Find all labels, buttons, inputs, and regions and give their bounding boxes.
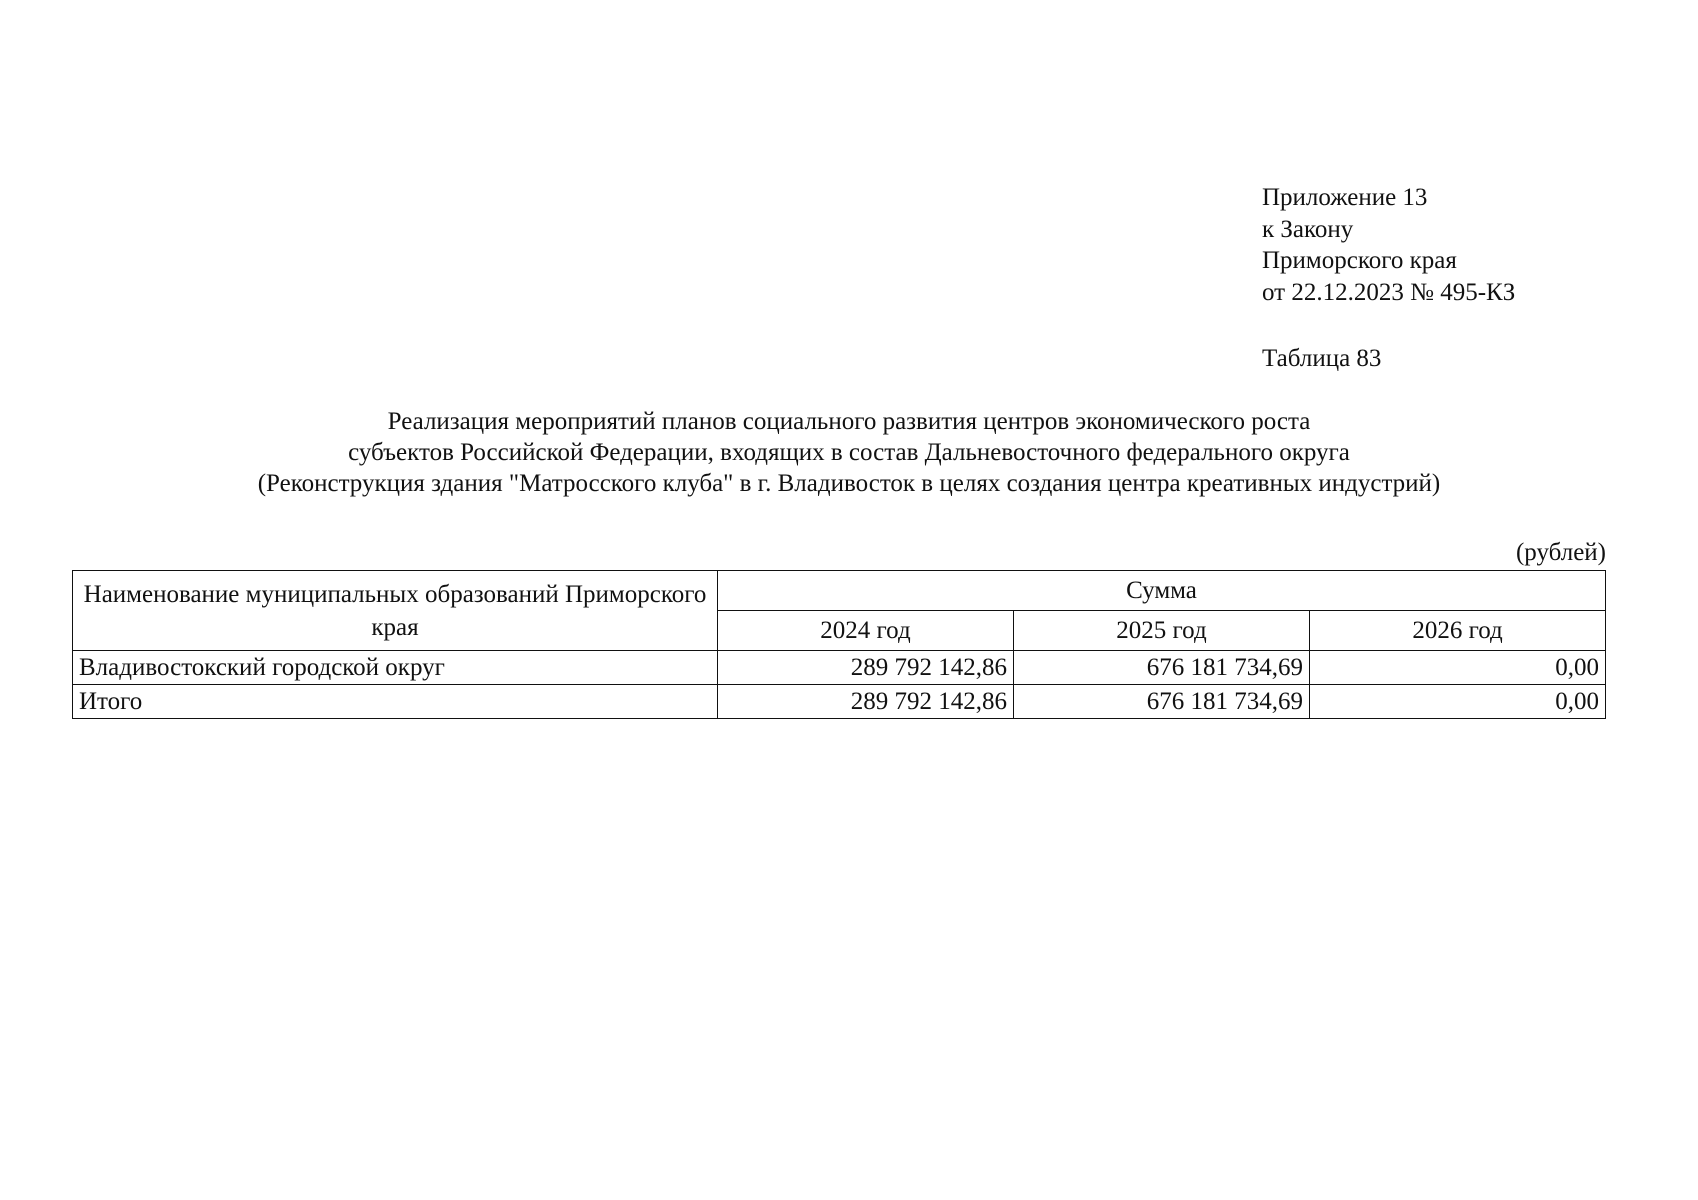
amount-2026: 0,00 bbox=[1310, 651, 1606, 685]
title-line: Реализация мероприятий планов социального развития центров экономического роста bbox=[387, 408, 1311, 435]
table-row bbox=[73, 651, 1606, 685]
table-total-row bbox=[73, 685, 1606, 719]
total-2024: 289 792 142,86 bbox=[718, 685, 1014, 719]
budget-table bbox=[72, 570, 1606, 719]
header-sum: Сумма bbox=[718, 571, 1606, 611]
header-municipality: Наименование муниципальных образований Приморского края bbox=[73, 571, 718, 651]
appendix-line: Приложение 13 bbox=[1262, 184, 1428, 211]
appendix-line: Приморского края bbox=[1262, 247, 1457, 274]
title-line: субъектов Российской Федерации, входящих в состав Дальневосточного федерального округа bbox=[348, 439, 1350, 466]
header-year-2025: 2025 год bbox=[1014, 611, 1310, 651]
appendix-reference bbox=[1262, 182, 1515, 308]
total-2025: 676 181 734,69 bbox=[1014, 685, 1310, 719]
appendix-line: к Закону bbox=[1262, 215, 1354, 243]
document-title bbox=[0, 406, 1698, 499]
municipality-name: Владивостокский городской округ bbox=[73, 651, 718, 685]
total-2026: 0,00 bbox=[1310, 685, 1606, 719]
amount-2025: 676 181 734,69 bbox=[1014, 651, 1310, 685]
header-year-2024: 2024 год bbox=[718, 611, 1014, 651]
total-label: Итого bbox=[73, 685, 718, 719]
header-year-2026: 2026 год bbox=[1310, 611, 1606, 651]
amount-2024: 289 792 142,86 bbox=[718, 651, 1014, 685]
unit-label: (рублей) bbox=[1515, 539, 1606, 566]
title-line: (Реконструкция здания "Матросского клуба" в г. Владивосток в целях создания центра креативных индустрий) bbox=[257, 470, 1441, 497]
table-header-row bbox=[73, 571, 1606, 611]
appendix-line: от 22.12.2023 № 495-КЗ bbox=[1262, 278, 1516, 306]
table-number: Таблица 83 bbox=[1262, 345, 1382, 372]
